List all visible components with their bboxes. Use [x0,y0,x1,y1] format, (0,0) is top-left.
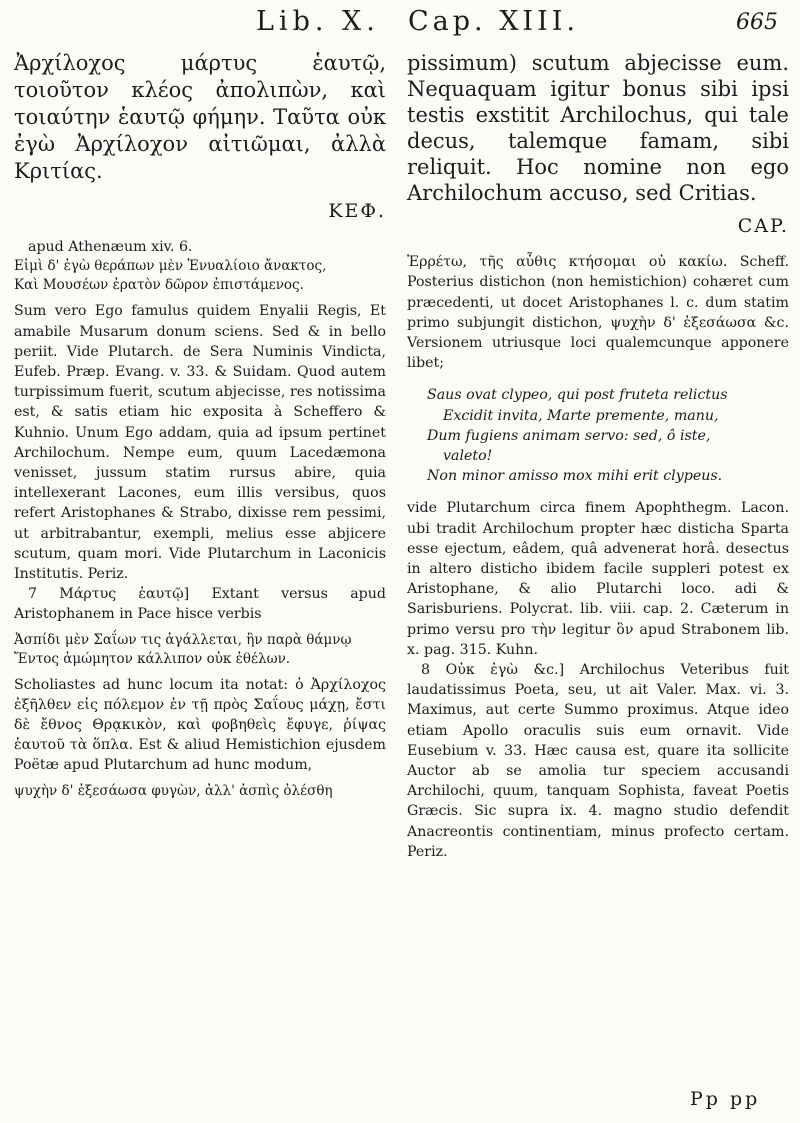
note-paragraph: apud Athenæum xiv. 6. [28,239,193,256]
verse-line: valeto! [443,448,493,465]
main-latin-text: pissimum) scutum abjecisse eum. Nequaquam igitur bonus sibi ipsi testis exstitit Archilochus, qui tale decus, talemque famam, sibi reliquit. Hoc nomine non ego Archilochum accuso, sed Critias. [407,51,789,205]
note-paragraph: 8 Οὐκ ἐγὼ &c.] Archilochus Veteribus fuit laudatissimus Poeta, seu, ut ait Valer. Max. vi. 3. Maximus, aut certe Summo proximus. Atque ideo etiam Apollo oraculis suis eum ornavit. Vide Eusebium v. 33. Hæc causa est, quare ita sollicite Auctor ab se amolia tur speciem accusandi Archilochi, quum, tanquam Sophista, faveat Poetis Græcis. Sic supra ix. 4. magno studio defendit Anacreontis continentiam, minus profecto certam. Periz. [407,662,789,860]
latin-verse-block [427,385,789,486]
verse-line: Excidit invita, Marte premente, manu, [443,407,719,424]
verse-line: Dum fugiens animam servo: sed, ô iste, [427,427,711,444]
left-column [14,48,386,801]
page-number: 665 [736,10,778,35]
greek-verse: Εἰμὶ δ' ἐγὼ θεράπων μὲν Ἐνυαλίοιο ἄνακτος, [14,258,327,275]
note-paragraph: Scholiastes ad hunc locum ita notat: ὁ Ἀρχίλοχος ἐξῆλθεν εἰς πόλεμον ἐν τῇ πρὸς Σαΐους μάχῃ, ἔστι δὲ ἔθνος Θρᾳκικὸν, καὶ φοβηθεὶς ἔφυγε, ῥίψας ἑαυτοῦ τὰ ὅπλα. Est & aliud Hemistichion ejusdem Poëtæ apud Plutarchum ad hunc modum, [14,676,386,774]
note-paragraph: Ἐρρέτω, τῆς αὖθις κτήσομαι οὐ κακίω. Scheff. Posterius distichon (non hemistichion) cohæret cum præcedenti, ut docet Aristophanes l. c. dum statim primo subjungit distichon, ψυχὴν δ' ἐξεσάωσα &c. Versionem utriusque loci qualemcunque apponere libet; [407,254,789,372]
verse-line: Non minor amisso mox mihi erit clypeus. [427,468,723,485]
greek-main-text: Ἀρχίλοχος μάρτυς ἑαυτῷ, τοιοῦτον κλέος ἀπολιπὼν, καὶ τοιαύτην ἑαυτῷ φήμην. Ταῦτα οὐκ ἐγὼ Ἀρχίλοχον αἰτιῶμαι, ἀλλὰ Κριτίας. [14,51,386,183]
greek-verse: Ἀσπίδι μὲν Σαΐων τις ἀγάλλεται, ἣν παρὰ θάμνῳ [14,631,352,648]
note-paragraph: 7 Μάρτυς ἑαυτῷ] Extant versus apud Aristophanem in Pace hisce verbis [14,586,386,623]
running-header [0,6,800,46]
signature-mark: Pp pp [690,1088,761,1110]
greek-verse: Ἔντος ἀμώμητον κάλλιπον οὐκ ἐθέλων. [14,650,291,667]
chapter-label: Cap. XIII. [408,6,580,37]
note-paragraph: vide Plutarchum circa finem Apophthegm. Lacon. ubi tradit Archilochum propter hæc disticha Sparta esse ejectum, eâdem, quâ advenerat horâ. desectus in altero disticho ibidem facile suppleri potest ex Aristophane, & alio Plutarchi loco. adi & Sarisburiens. Polycrat. lib. viii. cap. 2. Cæterum in primo versu pro τὴν legitur ὃν apud Strabonem lib. x. pag. 315. Kuhn. [407,500,789,658]
greek-verse: ψυχὴν δ' ἐξεσάωσα φυγὼν, ἀλλ' ἀσπὶς ὀλέσθη [14,782,333,799]
verse-line: Saus ovat clypeo, qui post fruteta relictus [427,387,728,404]
section-heading: ΚΕΦ. [328,200,386,222]
greek-verse: Καὶ Μουσέων ἐρατὸν δῶρον ἐπιστάμενος. [14,277,304,294]
note-paragraph: Sum vero Ego famulus quidem Enyalii Regis, Et amabile Musarum donum sciens. Sed & in bello periit. Vide Plutarch. de Sera Numinis Vindicta, Eufeb. Præp. Evang. v. 33. & Suidam. Quod autem turpissimum fuerit, scutum abjecisse, res notissima est, & satis etiam hic exposita à Scheffero & Kuhnio. Unum Ego addam, quia ad ipsum pertinet Archilochum. Nempe eum, quum Lacedæmona venisset, jussum statim rursus abire, quia intellexerant Lacones, eum illis versibus, quos refert Aristophanes & Strabo, dixisse rem pessimi, ut arbitrabantur, exempli, melius esse abjicere scutum, quam mori. Vide Plutarchum in Laconicis Institutis. Periz. [14,303,386,583]
section-heading: CAP. [737,215,789,237]
book-label: Lib. X. [256,6,380,37]
right-column [407,48,789,862]
